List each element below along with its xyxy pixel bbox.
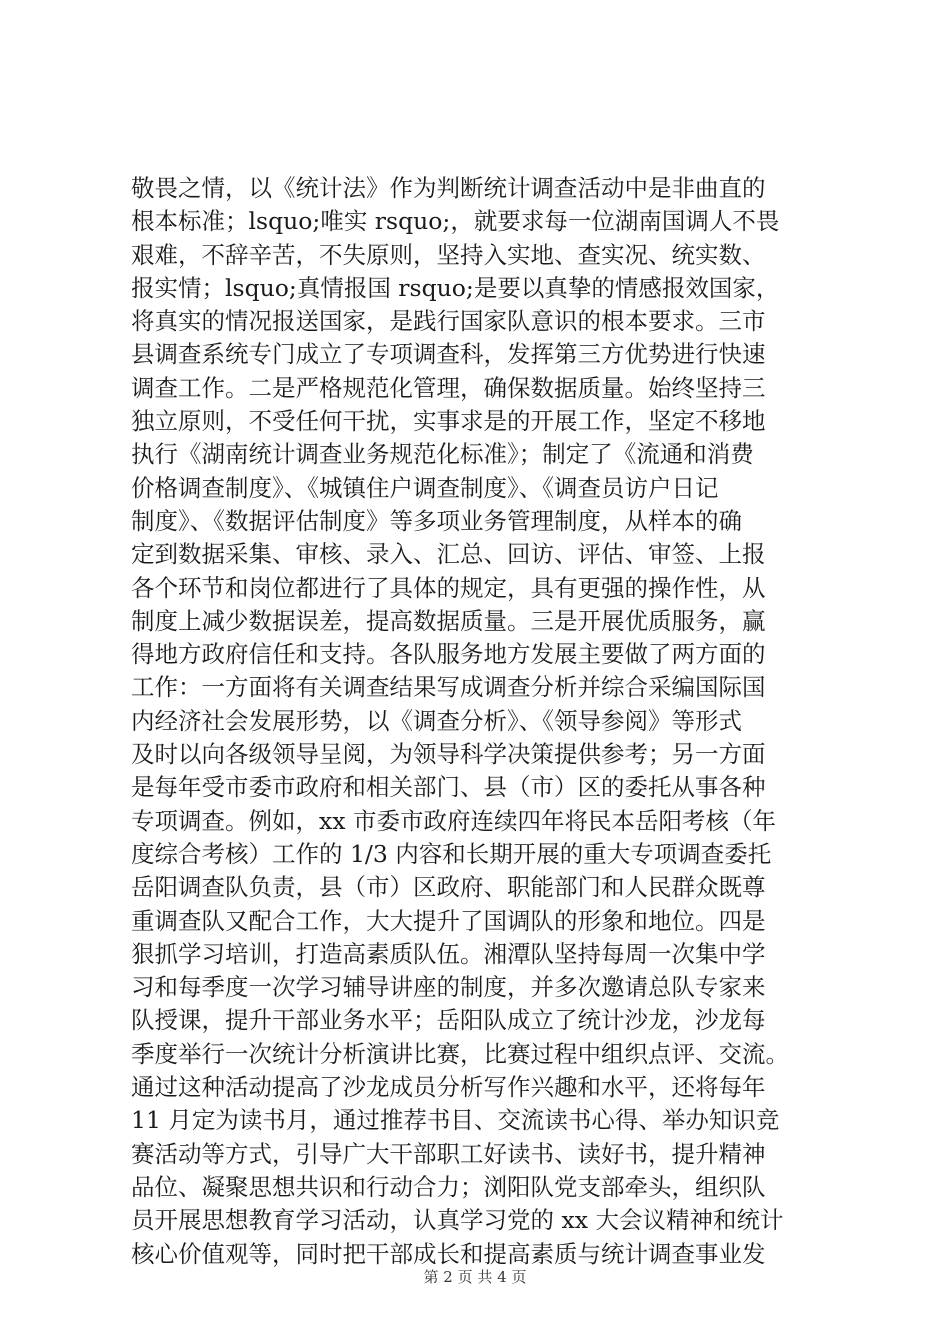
text-line: 报实情；lsquo;真情报国 rsquo;是要以真挚的情感报效国家， [131,273,780,302]
text-line: 工作：一方面将有关调查结果写成调查分析并综合采编国际国 [131,673,766,702]
text-line: 专项调查。例如，xx 市委市政府连续四年将民本岳阳考核（年 [131,806,776,835]
text-line: 制度上减少数据误差，提高数据质量。三是开展优质服务，赢 [131,606,766,635]
text-line: 艰难，不辞辛苦，不失原则，坚持入实地、查实况、统实数、 [131,240,766,269]
text-line: 执行《湖南统计调查业务规范化标准》；制定了《流通和消费 [131,440,754,469]
text-line: 员开展思想教育学习活动，认真学习党的 xx 大会议精神和统计 [131,1206,784,1235]
text-line: 品位、凝聚思想共识和行动合力；浏阳队党支部牵头，组织队 [131,1172,766,1201]
text-line: 赛活动等方式，引导广大干部职工好读书、读好书，提升精神 [131,1139,766,1168]
text-line: 季度举行一次统计分析演讲比赛，比赛过程中组织点评、交流。 [131,1039,789,1068]
text-line: 度综合考核）工作的 1/3 内容和长期开展的重大专项调查委托 [131,839,772,868]
text-line: 根本标准；lsquo;唯实 rsquo;，就要求每一位湖南国调人不畏 [131,207,780,236]
text-line: 是每年受市委市政府和相关部门、县（市）区的委托从事各种 [131,773,766,802]
text-line: 独立原则，不受任何干扰，实事求是的开展工作，坚定不移地 [131,407,766,436]
text-line: 及时以向各级领导呈阅，为领导科学决策提供参考；另一方面 [131,740,766,769]
text-line: 将真实的情况报送国家，是践行国家队意识的根本要求。三市 [131,307,766,336]
text-line: 11 月定为读书月，通过推荐书目、交流读书心得、举办知识竞 [131,1106,780,1135]
page-footer: 第 2 页 共 4 页 [423,1268,527,1286]
text-line: 岳阳调查队负责，县（市）区政府、职能部门和人民群众既尊 [131,873,766,902]
text-line: 得地方政府信任和支持。各队服务地方发展主要做了两方面的 [131,640,766,669]
text-line: 核心价值观等，同时把干部成长和提高素质与统计调查事业发 [131,1239,766,1268]
text-line: 各个环节和岗位都进行了具体的规定，具有更强的操作性，从 [131,573,766,602]
text-line: 制度》、《数据评估制度》等多项业务管理制度，从样本的确 [131,506,742,535]
text-line: 重调查队又配合工作，大大提升了国调队的形象和地位。四是 [131,906,766,935]
text-line: 习和每季度一次学习辅导讲座的制度，并多次邀请总队专家来 [131,973,766,1002]
text-line: 调查工作。二是严格规范化管理，确保数据质量。始终坚持三 [131,373,766,402]
text-line: 内经济社会发展形势，以《调查分析》、《领导参阅》等形式 [131,706,742,735]
body-text [131,172,831,1271]
text-line: 价格调查制度》、《城镇住户调查制度》、《调查员访户日记 [131,473,719,502]
text-line: 队授课，提升干部业务水平；岳阳队成立了统计沙龙，沙龙每 [131,1006,766,1035]
text-line: 县调查系统专门成立了专项调查科，发挥第三方优势进行快速 [131,340,766,369]
text-line: 狠抓学习培训，打造高素质队伍。湘潭队坚持每周一次集中学 [131,939,766,968]
text-line: 敬畏之情，以《统计法》作为判断统计调查活动中是非曲直的 [131,174,766,202]
text-line: 定到数据采集、审核、录入、汇总、回访、评估、审签、上报 [131,540,766,569]
text-line: 通过这种活动提高了沙龙成员分析写作兴趣和水平，还将每年 [131,1073,766,1102]
